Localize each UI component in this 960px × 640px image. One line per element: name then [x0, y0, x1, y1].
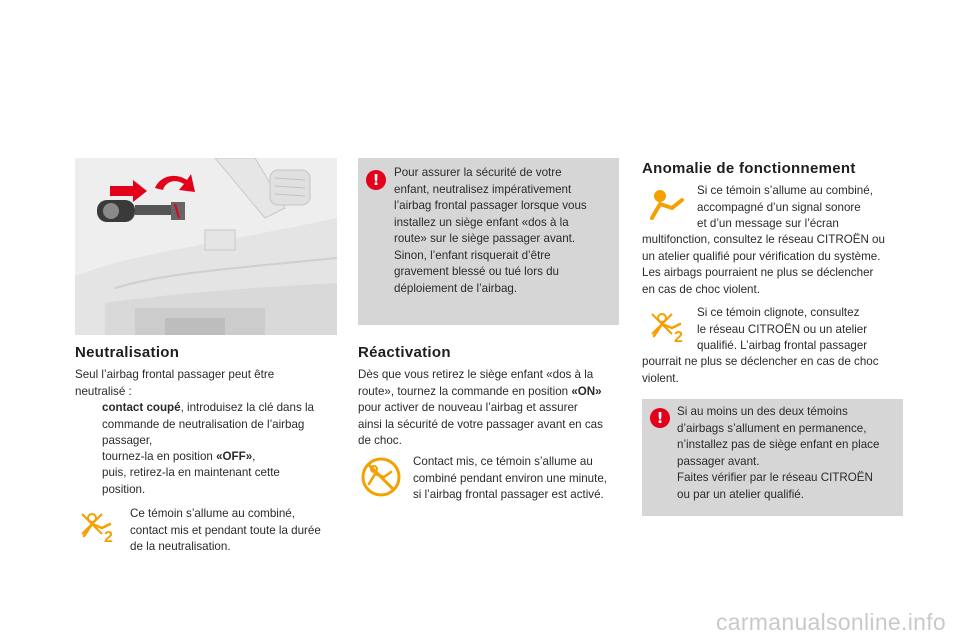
exclamation-warning-icon: !: [650, 408, 670, 428]
neutralisation-step-2: tournez-la en position «OFF»,: [102, 450, 256, 463]
anomalie-lamp1-text: Si ce témoin s’allume au combiné, accompagné d’un signal sonore et d’un message sur l’écran: [697, 184, 873, 230]
anomalie-title: Anomalie de fonctionnement: [642, 160, 856, 177]
neutralisation-title: Neutralisation: [75, 344, 180, 361]
neutralisation-step-3: puis, retirez-la en maintenant cette position.: [102, 466, 280, 496]
anomalie-lamp1-continuation: multifonction, consultez le réseau CITROËN ou un atelier qualifié pour vérification du système. Les airbags pourraient ne plus se déclencher en cas de choc violent.: [642, 233, 885, 296]
anomalie-lamp2-text: Si ce témoin clignote, consultez le réseau CITROËN ou un atelier qualifié. L’airbag frontal passager: [697, 306, 868, 352]
reactivation-lamp-text: Contact mis, ce témoin s’allume au combiné pendant environ une minute, si l’airbag frontal passager est activé.: [413, 455, 608, 501]
reactivation-title: Réactivation: [358, 344, 451, 361]
svg-text:2: 2: [674, 329, 683, 344]
airbag-key-switch-illustration: [75, 158, 337, 335]
child-seat-warning-text: Pour assurer la sécurité de votre enfant, neutralisez impérativement l’airbag frontal passager lorsque vous installez un siège enfant «dos à la route» sur le siège passager avant. Sinon, l’enfant risquerait d’être gravement blessé ou tué lors du déploiement de l’airbag.: [394, 166, 587, 295]
child-seat-warning-box: [358, 158, 619, 325]
airbag-off-icon: [80, 510, 120, 549]
neutralisation-step-1: contact coupé, introduisez la clé dans la commande de neutralisation de l’airbag passager,: [102, 401, 314, 447]
exclamation-warning-icon: !: [366, 170, 386, 190]
airbag-off-icon: [650, 310, 690, 349]
airbag-fault-icon: [648, 188, 688, 227]
airbag-lamp-warning-box: [642, 399, 903, 516]
airbag-lamp-warning-text: Si au moins un des deux témoins d’airbags s’allument en permanence, n’installez pas de siège enfant en place passager avant. Faites vérifier par le réseau CITROËN ou par un atelier qualifié.: [677, 405, 880, 501]
reactivation-text: Dès que vous retirez le siège enfant «dos à la route», tournez la commande en position «ON» pour activer de nouveau l’airbag et assurer ainsi la sécurité de votre passager avant en cas de choc.: [358, 368, 603, 447]
neutralisation-lamp-text: Ce témoin s’allume au combiné, contact mis et pendant toute la durée de la neutralisation.: [130, 507, 321, 553]
svg-text:2: 2: [104, 529, 113, 544]
anomalie-lamp2-continuation: pourrait ne plus se déclencher en cas de choc violent.: [642, 355, 879, 385]
neutralisation-intro: Seul l’airbag frontal passager peut être neutralisé :: [75, 368, 275, 398]
airbag-off-crossed-icon: [360, 456, 402, 503]
watermark: carmanualsonline.info: [715, 609, 946, 635]
